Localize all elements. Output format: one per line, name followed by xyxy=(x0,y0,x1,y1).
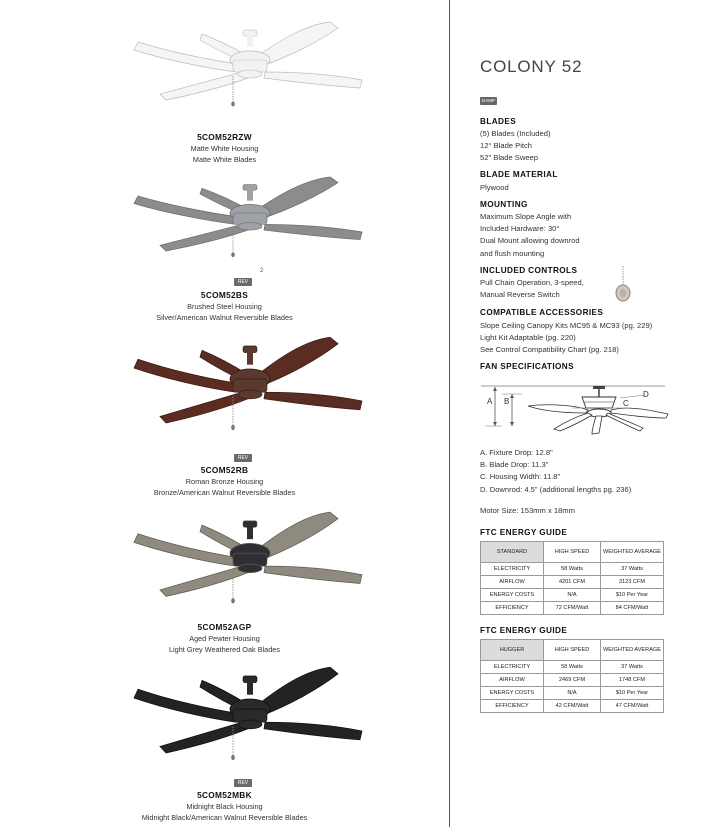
table-cell: 4201 CFM xyxy=(544,576,601,589)
table-cell: ELECTRICITY xyxy=(481,661,544,674)
fan-variant xyxy=(0,20,449,172)
energy-guide-heading: FTC ENERGY GUIDE xyxy=(480,626,568,635)
ceiling-fan-image xyxy=(130,175,370,270)
table-cell: ENERGY COSTS xyxy=(481,589,544,602)
table-header-cell: HUGGER xyxy=(481,640,544,661)
blades-line: 52" Blade Sweep xyxy=(480,153,539,163)
table-cell: ELECTRICITY xyxy=(481,563,544,576)
compatible-accessories-text xyxy=(480,320,652,357)
blade-finish: Silver/American Walnut Reversible Blades xyxy=(156,313,293,322)
mounting-line: Included Hardware: 30° xyxy=(480,224,560,234)
blade-finish: Midnight Black/American Walnut Reversible Blades xyxy=(141,813,308,822)
table-cell: N/A xyxy=(544,687,601,700)
blade-finish: Bronze/American Walnut Reversible Blades xyxy=(153,488,296,497)
table-cell: 84 CFM/Watt xyxy=(601,602,664,615)
mounting-heading: MOUNTING xyxy=(480,200,528,209)
column-divider xyxy=(449,0,450,827)
table-cell: EFFICIENCY xyxy=(481,602,544,615)
mounting-line: Maximum Slope Angle with xyxy=(480,212,572,221)
housing-finish: Matte White Housing xyxy=(190,144,259,153)
accessory-line: Light Kit Adaptable (pg. 220) xyxy=(480,333,576,343)
housing-finish: Roman Bronze Housing xyxy=(185,477,264,486)
blades-text xyxy=(480,128,551,165)
mounting-text xyxy=(480,211,580,260)
blades-line: (5) Blades (Included) xyxy=(480,129,551,138)
blades-line: 12° Blade Pitch xyxy=(480,141,533,151)
blade-material-line: Plywood xyxy=(480,183,509,192)
table-header-cell: WEIGHTED AVERAGE xyxy=(601,542,664,563)
label-c: C xyxy=(623,399,629,408)
damp-badge: DAMP xyxy=(481,98,495,103)
ceiling-fan-image xyxy=(130,335,370,445)
table-cell: AIRFLOW xyxy=(481,674,544,687)
blades-heading: BLADES xyxy=(480,117,517,126)
rev-badge: REV xyxy=(234,278,252,286)
table-cell: 58 Watts xyxy=(544,661,601,674)
blade-material-text xyxy=(480,182,509,194)
label-b: B xyxy=(504,397,510,406)
mounting-line: and flush mounting xyxy=(480,248,545,258)
fan-variant xyxy=(0,510,449,662)
rev-badge: REV xyxy=(234,779,252,787)
page-mark: 2 xyxy=(260,268,264,274)
label-d: D xyxy=(643,390,649,399)
table-row xyxy=(481,602,664,615)
blade-finish: Light Grey Weathered Oak Blades xyxy=(169,645,280,654)
rev-badge: REV xyxy=(234,454,252,462)
housing-finish: Brushed Steel Housing xyxy=(187,302,262,311)
table-row xyxy=(481,661,664,674)
fan-dimensions-text xyxy=(480,447,631,496)
mounting-line: Dual Mount allowing downrod xyxy=(480,236,580,246)
table-cell: 72 CFM/Watt xyxy=(544,602,601,615)
table-row xyxy=(481,687,664,700)
table-header-cell: STANDARD xyxy=(481,542,544,563)
blade-finish: Matte White Blades xyxy=(192,155,257,164)
included-controls-line: Manual Reverse Switch xyxy=(480,290,560,300)
pull-chain-icon xyxy=(610,264,636,304)
model-number: 5COM52RZW xyxy=(197,132,252,142)
included-controls-text xyxy=(480,277,584,301)
blade-material-heading: BLADE MATERIAL xyxy=(480,170,558,179)
model-number: 5COM52RB xyxy=(200,465,249,475)
table-cell: N/A xyxy=(544,589,601,602)
table-cell: EFFICIENCY xyxy=(481,700,544,713)
accessory-line: Slope Ceiling Canopy Kits MC95 & MC93 (pg. 229) xyxy=(480,321,653,330)
table-cell: $10 Per Year xyxy=(601,687,664,700)
motor-size: Motor Size: 153mm x 18mm xyxy=(480,506,575,515)
housing-finish: Aged Pewter Housing xyxy=(189,634,260,643)
table-cell: 2469 CFM xyxy=(544,674,601,687)
ceiling-fan-image xyxy=(130,665,370,775)
model-number: 5COM52BS xyxy=(200,290,249,300)
ceiling-fan-image xyxy=(130,20,370,120)
table-header-row xyxy=(481,542,664,563)
table-header-row xyxy=(481,640,664,661)
compatible-accessories-heading: COMPATIBLE ACCESSORIES xyxy=(480,308,604,317)
energy-guide-heading: FTC ENERGY GUIDE xyxy=(480,528,568,537)
table-cell: 42 CFM/Watt xyxy=(544,700,601,713)
fan-caption xyxy=(0,290,449,323)
table-row xyxy=(481,563,664,576)
table-cell: AIRFLOW xyxy=(481,576,544,589)
model-number: 5COM52AGP xyxy=(197,622,252,632)
fan-variant xyxy=(0,335,449,505)
label-a: A xyxy=(487,397,493,406)
table-cell: $10 Per Year xyxy=(601,589,664,602)
table-cell: 37 Watts xyxy=(601,563,664,576)
dimension-line: C. Housing Width: 11.8" xyxy=(480,472,561,482)
energy-guide-table xyxy=(480,541,664,615)
fan-caption xyxy=(0,622,449,655)
accessory-line: See Control Compatibility Chart (pg. 218) xyxy=(480,345,619,355)
fan-caption xyxy=(0,790,449,823)
model-number: 5COM52MBK xyxy=(197,790,252,800)
table-header-cell: WEIGHTED AVERAGE xyxy=(601,640,664,661)
dimension-diagram xyxy=(480,382,670,442)
table-row xyxy=(481,589,664,602)
housing-finish: Midnight Black Housing xyxy=(186,802,263,811)
dimension-line: B. Blade Drop: 11.3" xyxy=(480,460,549,470)
dimension-line: D. Downrod: 4.5" (additional lengths pg. 236) xyxy=(480,484,632,494)
included-controls-line: Pull Chain Operation, 3-speed, xyxy=(480,278,584,287)
ceiling-fan-image xyxy=(130,510,370,618)
table-cell: 1748 CFM xyxy=(601,674,664,687)
table-row xyxy=(481,700,664,713)
fan-caption xyxy=(0,465,449,498)
dimension-line: A. Fixture Drop: 12.8" xyxy=(480,448,553,457)
table-cell: 37 Watts xyxy=(601,661,664,674)
table-row xyxy=(481,576,664,589)
included-controls-heading: INCLUDED CONTROLS xyxy=(480,266,578,275)
table-cell: ENERGY COSTS xyxy=(481,687,544,700)
table-header-cell: HIGH SPEED xyxy=(544,640,601,661)
fan-variant xyxy=(0,665,449,830)
fan-variant xyxy=(0,175,449,330)
table-cell: 3123 CFM xyxy=(601,576,664,589)
table-cell: 47 CFM/Watt xyxy=(601,700,664,713)
fan-specifications-heading: FAN SPECIFICATIONS xyxy=(480,362,574,371)
product-title: COLONY 52 xyxy=(480,57,583,76)
fan-caption xyxy=(0,132,449,165)
table-cell: 58 Watts xyxy=(544,563,601,576)
table-header-cell: HIGH SPEED xyxy=(544,542,601,563)
energy-guide-table xyxy=(480,639,664,713)
table-row xyxy=(481,674,664,687)
